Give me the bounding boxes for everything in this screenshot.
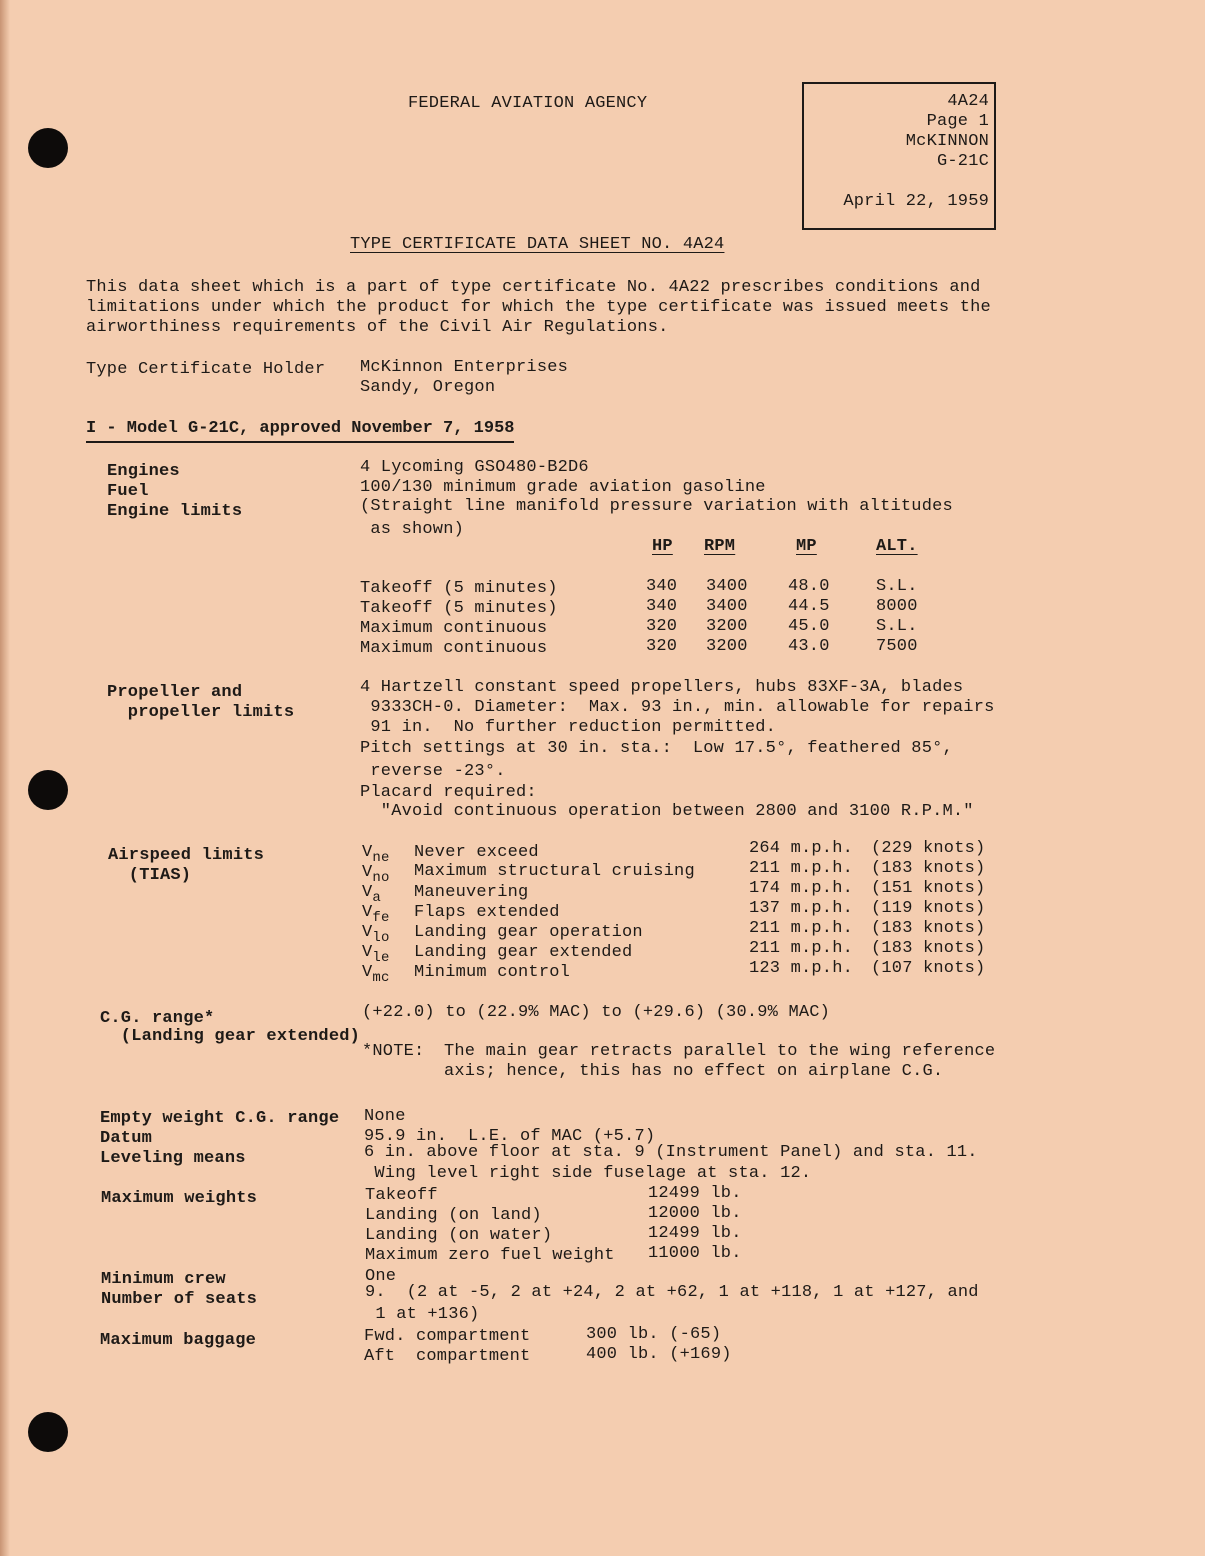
empty-weight-cg-value: None: [364, 1107, 406, 1126]
propeller-line: Placard required:: [360, 783, 537, 802]
engines-label: Engines: [107, 462, 180, 481]
fuel-value: 100/130 minimum grade aviation gasoline: [360, 478, 766, 497]
empty-weight-cg-label: Empty weight C.G. range: [100, 1109, 340, 1128]
baggage-name: Aft compartment: [364, 1347, 531, 1366]
speed-knots: (183 knots): [871, 859, 986, 878]
weight-value: 12000 lb.: [648, 1204, 742, 1223]
limit-row-hp: 320: [646, 617, 678, 636]
model: G-21C: [936, 152, 989, 171]
limit-row-label: Takeoff (5 minutes): [360, 599, 558, 618]
baggage-value: 400 lb. (+169): [586, 1345, 732, 1364]
propeller-line: reverse -23°.: [360, 762, 506, 781]
limit-row-mp: 45.0: [788, 617, 830, 636]
propeller-label: propeller limits: [107, 703, 295, 722]
speed-mph: 264 m.p.h.: [749, 839, 854, 858]
speed-symbol: $V_{no}$: [362, 863, 390, 886]
cg-range-label: (Landing gear extended): [100, 1027, 361, 1046]
column-header-hp: HP: [652, 537, 673, 556]
airspeed-label: (TIAS): [108, 866, 192, 885]
limit-row-mp: 43.0: [788, 637, 830, 656]
limit-row-rpm: 3400: [706, 597, 748, 616]
airspeed-label: Airspeed limits: [108, 846, 265, 865]
speed-knots: (183 knots): [871, 939, 986, 958]
leveling-label: Leveling means: [100, 1149, 246, 1168]
holder-name: McKinnon Enterprises: [360, 358, 569, 377]
speed-knots: (183 knots): [871, 919, 986, 938]
limit-row-label: Maximum continuous: [360, 619, 548, 638]
propeller-line: 4 Hartzell constant speed propellers, hubs 83XF-3A, blades: [360, 678, 964, 697]
seats-label: Number of seats: [101, 1290, 258, 1309]
cg-range-value: (+22.0) to (22.9% MAC) to (+29.6) (30.9% MAC): [362, 1003, 831, 1022]
holder-address: Sandy, Oregon: [360, 378, 496, 397]
speed-desc: Maneuvering: [414, 883, 529, 902]
cg-range-label: C.G. range*: [100, 1009, 215, 1028]
leveling-line: 6 in. above floor at sta. 9 (Instrument Panel) and sta. 11.: [364, 1143, 978, 1162]
holder-label: Type Certificate Holder: [86, 360, 326, 379]
engines-value: 4 Lycoming GSO480-B2D6: [360, 458, 589, 477]
propeller-line: 9333CH-0. Diameter: Max. 93 in., min. allowable for repairs: [360, 698, 995, 717]
page-edge: [0, 0, 10, 1556]
intro-line: limitations under which the product for which the type certificate was issued meets the: [86, 298, 991, 317]
datum-value: 95.9 in. L.E. of MAC (+5.7): [364, 1127, 656, 1146]
model-heading: I - Model G-21C, approved November 7, 1958: [86, 419, 514, 443]
engine-limits-note: as shown): [360, 520, 465, 539]
sheet-number: 4A24: [947, 92, 989, 111]
speed-desc: Never exceed: [414, 843, 539, 862]
propeller-line: 91 in. No further reduction permitted.: [360, 718, 777, 737]
note-text: The main gear retracts parallel to the wing reference: [444, 1042, 996, 1061]
speed-symbol: $V_{lo}$: [362, 923, 390, 946]
speed-knots: (119 knots): [871, 899, 986, 918]
speed-mph: 174 m.p.h.: [749, 879, 854, 898]
speed-symbol: $V_{fe}$: [362, 903, 390, 926]
speed-mph: 137 m.p.h.: [749, 899, 854, 918]
speed-mph: 211 m.p.h.: [749, 919, 854, 938]
column-header-mp: MP: [796, 537, 817, 556]
weight-name: Maximum zero fuel weight: [365, 1246, 615, 1265]
speed-mph: 211 m.p.h.: [749, 859, 854, 878]
weight-name: Takeoff: [365, 1186, 438, 1205]
speed-symbol: $V_{le}$: [362, 943, 390, 966]
leveling-line: Wing level right side fuselage at sta. 12.: [364, 1164, 812, 1183]
note-text: axis; hence, this has no effect on airplane C.G.: [444, 1062, 944, 1081]
column-header-alt: ALT.: [876, 537, 918, 556]
seats-line: 1 at +136): [365, 1305, 480, 1324]
weight-value: 11000 lb.: [648, 1244, 742, 1263]
intro-line: This data sheet which is a part of type certificate No. 4A22 prescribes conditions and: [86, 278, 981, 297]
limit-row-alt: S.L.: [876, 577, 918, 596]
engine-limits-note: (Straight line manifold pressure variation with altitudes: [360, 497, 953, 516]
speed-desc: Flaps extended: [414, 903, 560, 922]
limit-row-alt: S.L.: [876, 617, 918, 636]
limit-row-hp: 340: [646, 577, 678, 596]
limit-row-rpm: 3200: [706, 617, 748, 636]
weight-value: 12499 lb.: [648, 1224, 742, 1243]
engine-limits-label: Engine limits: [107, 502, 243, 521]
min-crew-label: Minimum crew: [101, 1270, 226, 1289]
speed-desc: Maximum structural cruising: [414, 862, 695, 881]
manufacturer: McKINNON: [905, 132, 989, 151]
punch-hole: [28, 770, 68, 810]
datum-label: Datum: [100, 1129, 153, 1148]
propeller-line: Pitch settings at 30 in. sta.: Low 17.5°, feathered 85°,: [360, 739, 953, 758]
speed-knots: (107 knots): [871, 959, 986, 978]
max-weights-label: Maximum weights: [101, 1189, 258, 1208]
limit-row-hp: 320: [646, 637, 678, 656]
agency-name: FEDERAL AVIATION AGENCY: [408, 94, 648, 113]
limit-row-label: Takeoff (5 minutes): [360, 579, 558, 598]
speed-symbol: $V_{ne}$: [362, 843, 390, 866]
punch-hole: [28, 128, 68, 168]
fuel-label: Fuel: [107, 482, 149, 501]
column-header-rpm: RPM: [704, 537, 736, 556]
speed-symbol: $V_{mc}$: [362, 963, 390, 986]
weight-name: Landing (on water): [365, 1226, 553, 1245]
note-label: *NOTE:: [362, 1042, 425, 1061]
limit-row-hp: 340: [646, 597, 678, 616]
limit-row-mp: 48.0: [788, 577, 830, 596]
intro-line: airworthiness requirements of the Civil Air Regulations.: [86, 318, 669, 337]
page-number: Page 1: [926, 112, 989, 131]
sheet-date: April 22, 1959: [843, 192, 989, 211]
weight-name: Landing (on land): [365, 1206, 542, 1225]
weight-value: 12499 lb.: [648, 1184, 742, 1203]
speed-knots: (229 knots): [871, 839, 986, 858]
speed-knots: (151 knots): [871, 879, 986, 898]
limit-row-mp: 44.5: [788, 597, 830, 616]
propeller-label: Propeller and: [107, 683, 243, 702]
limit-row-rpm: 3400: [706, 577, 748, 596]
speed-desc: Landing gear extended: [414, 943, 633, 962]
speed-desc: Minimum control: [414, 963, 571, 982]
seats-line: 9. (2 at -5, 2 at +24, 2 at +62, 1 at +118, 1 at +127, and: [365, 1283, 979, 1302]
punch-hole: [28, 1412, 68, 1452]
page-title: TYPE CERTIFICATE DATA SHEET NO. 4A24: [350, 235, 725, 254]
speed-mph: 211 m.p.h.: [749, 939, 854, 958]
baggage-value: 300 lb. (-65): [586, 1325, 722, 1344]
speed-mph: 123 m.p.h.: [749, 959, 854, 978]
speed-symbol: $V_a$: [362, 883, 382, 906]
baggage-name: Fwd. compartment: [364, 1327, 531, 1346]
min-crew-value: One: [365, 1267, 397, 1286]
placard-text: "Avoid continuous operation between 2800 and 3100 R.P.M.": [360, 802, 974, 821]
limit-row-label: Maximum continuous: [360, 639, 548, 658]
limit-row-alt: 7500: [876, 637, 918, 656]
limit-row-alt: 8000: [876, 597, 918, 616]
limit-row-rpm: 3200: [706, 637, 748, 656]
speed-desc: Landing gear operation: [414, 923, 643, 942]
baggage-label: Maximum baggage: [100, 1331, 257, 1350]
